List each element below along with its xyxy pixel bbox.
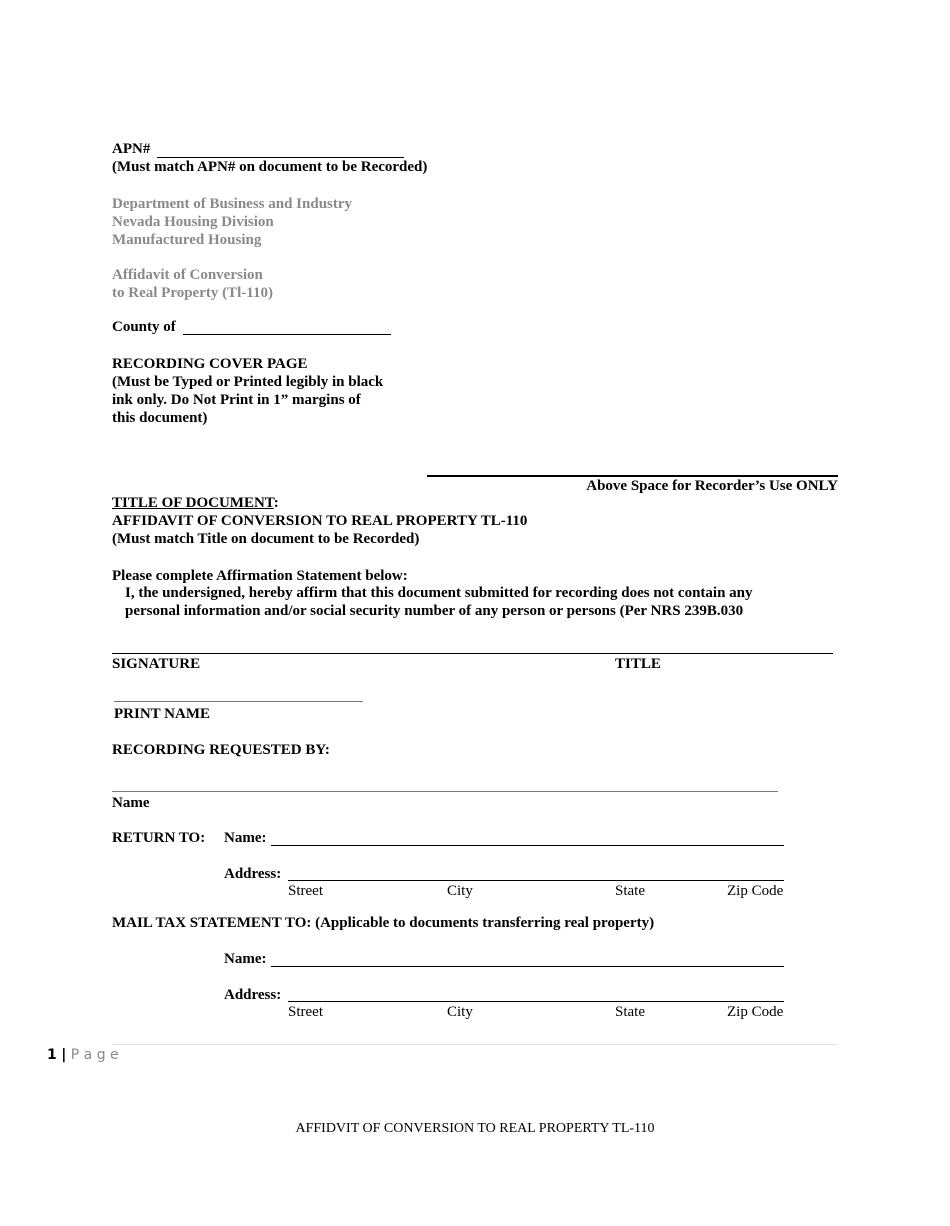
agency-line-2: Nevada Housing Division [112, 214, 274, 230]
agency-block [112, 195, 352, 249]
doc-title-label: TITLE OF DOCUMENT [112, 495, 274, 511]
affirmation-line-2: personal information and/or social security number of any person or persons (Per NRS 239B.030 [125, 603, 744, 619]
cover-note-3: this document) [112, 410, 208, 426]
print-name-line[interactable] [114, 701, 363, 702]
return-to-label: RETURN TO: [112, 830, 206, 846]
mail-tax-zip-label: Zip Code [727, 1004, 784, 1020]
mail-tax-heading: MAIL TAX STATEMENT TO: (Applicable to documents transferring real property) [112, 915, 655, 931]
return-to-name-line[interactable] [271, 845, 784, 846]
requested-by-name-line[interactable] [112, 791, 778, 792]
page-word: P a g e [70, 1047, 119, 1063]
page-separator: | [61, 1047, 67, 1063]
agency-line-3: Manufactured Housing [112, 232, 262, 248]
cover-note-1: (Must be Typed or Printed legibly in black [112, 374, 384, 390]
return-to-zip-label: Zip Code [727, 883, 784, 899]
doc-title-note: (Must match Title on document to be Recorded) [112, 531, 420, 547]
mail-tax-state-label: State [615, 1004, 645, 1020]
doc-title-value: AFFIDAVIT OF CONVERSION TO REAL PROPERTY TL-110 [112, 513, 528, 529]
cover-heading: RECORDING COVER PAGE [112, 356, 308, 372]
apn-field-line[interactable] [157, 157, 404, 158]
mail-tax-address-line[interactable] [288, 1001, 784, 1002]
return-to-state-label: State [615, 883, 645, 899]
return-to-address-line[interactable] [288, 880, 784, 881]
form-title-line-2: to Real Property (Tl-110) [112, 285, 273, 301]
apn-note: (Must match APN# on document to be Recorded) [112, 159, 428, 175]
mail-tax-city-label: City [447, 1004, 473, 1020]
cover-block [112, 355, 383, 427]
county-label: County of [112, 319, 176, 335]
cover-note-2: ink only. Do Not Print in 1” margins of [112, 392, 361, 408]
requested-by-name-label: Name [112, 795, 150, 811]
mail-tax-name-line[interactable] [271, 966, 784, 967]
footer-divider [112, 1044, 838, 1045]
apn-label: APN# [112, 141, 151, 157]
doc-title-colon: : [273, 495, 279, 511]
return-to-name-label: Name: [224, 830, 267, 846]
affirmation-line-1: I, the undersigned, hereby affirm that this document submitted for recording does not contain any [125, 585, 753, 601]
recorder-space-line [427, 475, 838, 477]
signature-line[interactable] [112, 653, 833, 654]
form-title-block [112, 266, 273, 302]
return-to-city-label: City [447, 883, 473, 899]
page-indicator [47, 1047, 119, 1063]
return-to-street-label: Street [288, 883, 323, 899]
mail-tax-street-label: Street [288, 1004, 323, 1020]
county-field-line[interactable] [183, 334, 391, 335]
title-label: TITLE [615, 656, 661, 672]
affirmation-heading: Please complete Affirmation Statement below: [112, 568, 408, 584]
page-number: 1 [47, 1047, 57, 1063]
recorder-space-label: Above Space for Recorder’s Use ONLY [586, 478, 838, 494]
return-to-address-label: Address: [224, 866, 282, 882]
mail-tax-address-label: Address: [224, 987, 282, 1003]
signature-label: SIGNATURE [112, 656, 201, 672]
form-title-line-1: Affidavit of Conversion [112, 267, 263, 283]
agency-line-1: Department of Business and Industry [112, 196, 353, 212]
doc-title-label-row [112, 495, 279, 512]
recording-requested-by-label: RECORDING REQUESTED BY: [112, 742, 330, 758]
print-name-label: PRINT NAME [114, 706, 210, 722]
footer-doc-name: AFFIDVIT OF CONVERSION TO REAL PROPERTY TL-110 [295, 1121, 655, 1136]
mail-tax-name-label: Name: [224, 951, 267, 967]
